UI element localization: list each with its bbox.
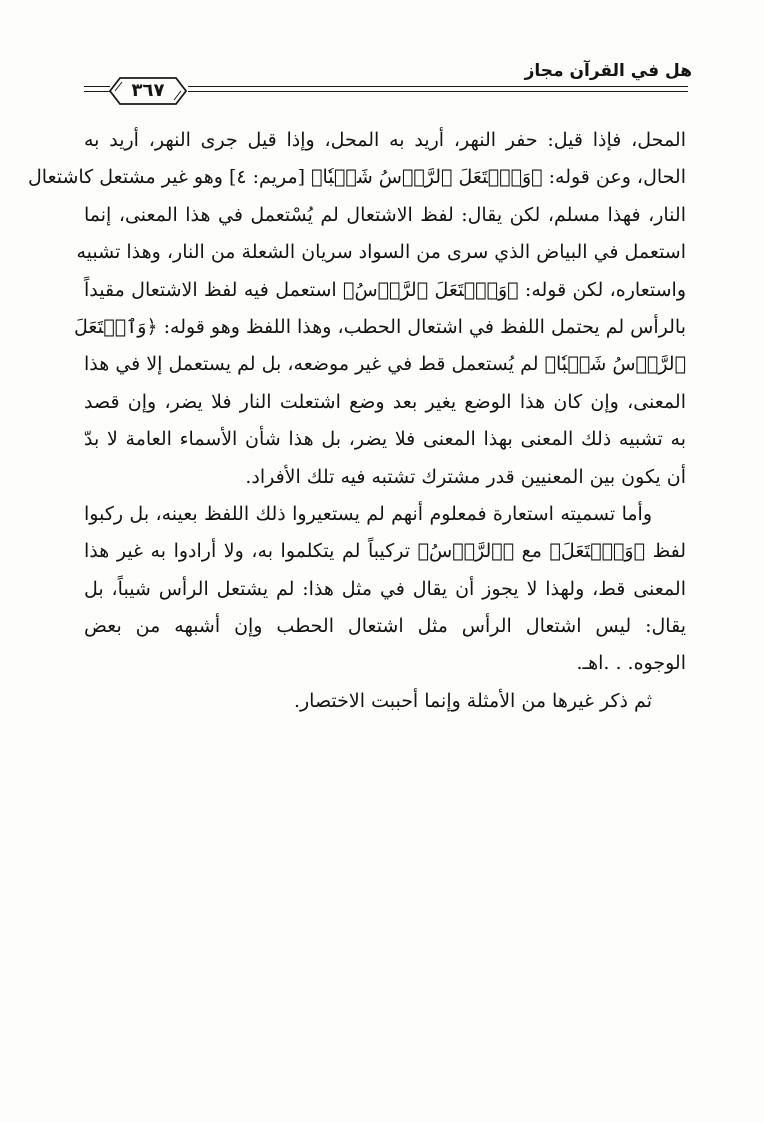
text-line: الحال، وعن قوله: ﴿وَٱشۡتَعَلَ ٱلرَّأۡسُ شَيۡبٗا﴾ [مريم: ٤] وهو غير مشتعل كاشتعال [27,166,686,189]
page-number: ٣٦٧ [131,80,165,101]
text-line: النار، فهذا مسلم، لكن يقال: لفظ الاشتعال لم يُسْتعمل في هذا المعنى، إنما [84,203,686,226]
text-line: المعنى، وإن كان هذا الوضع يغير بعد وضع اشتعلت النار فلا يضر، وإن قصد [84,390,686,413]
text-line: المحل، فإذا قيل: حفر النهر، أريد به المحل، وإذا قيل جرى النهر، أريد به [84,129,686,151]
header-rule-right-upper [188,86,688,87]
text-line: وأما تسميته استعارة فمعلوم أنهم لم يستعيروا ذلك اللفظ بعينه، بل ركبوا [84,502,652,525]
text-line: استعمل في البياض الذي سرى من السواد سريان الشعلة من النار، وهذا تشبيه [76,241,686,264]
running-title: هل في القرآن مجاز [524,61,692,81]
text-line: بالرأس لم يحتمل اللفظ في اشتعال الحطب، وهذا اللفظ وهو قوله: ﴿وَٱشۡتَعَلَ [74,315,686,338]
body-text [27,122,686,720]
text-line: به تشبيه ذلك المعنى بهذا المعنى فلا يضر، بل هذا شأن الأسماء العامة لا بدّ [84,428,686,451]
text-line: ثم ذكر غيرها من الأمثلة وإنما أحببت الاختصار. [293,689,652,712]
text-line: الوجوه. . .اهـ. [576,652,686,675]
page-number-badge [106,74,190,108]
text-line: المعنى قط، ولهذا لا يجوز أن يقال في مثل هذا: لم يشتعل الرأس شيباً، بل [84,577,686,600]
text-line: يقال: ليس اشتعال الرأس مثل اشتعال الحطب وإن أشبهه من بعض [84,615,686,638]
text-line: واستعاره، لكن قوله: ﴿وَٱشۡتَعَلَ ٱلرَّأۡسُ﴾ استعمل فيه لفظ الاشتعال مقيداً [84,278,686,301]
header-rule-right-lower [188,91,688,92]
text-line: لفظ ﴿وَٱشۡتَعَلَ﴾ مع ﴿ٱلرَّأۡسُ﴾ تركيباً لم يتكلموا به، ولا أرادوا به غير هذا [84,540,686,563]
text-line: ٱلرَّأۡسُ شَيۡبٗا﴾ لم يُستعمل قط في غير موضعه، بل لم يستعمل إلا في هذا [84,353,686,376]
text-line: أن يكون بين المعنيين قدر مشترك تشتبه فيه تلك الأفراد. [245,465,686,488]
